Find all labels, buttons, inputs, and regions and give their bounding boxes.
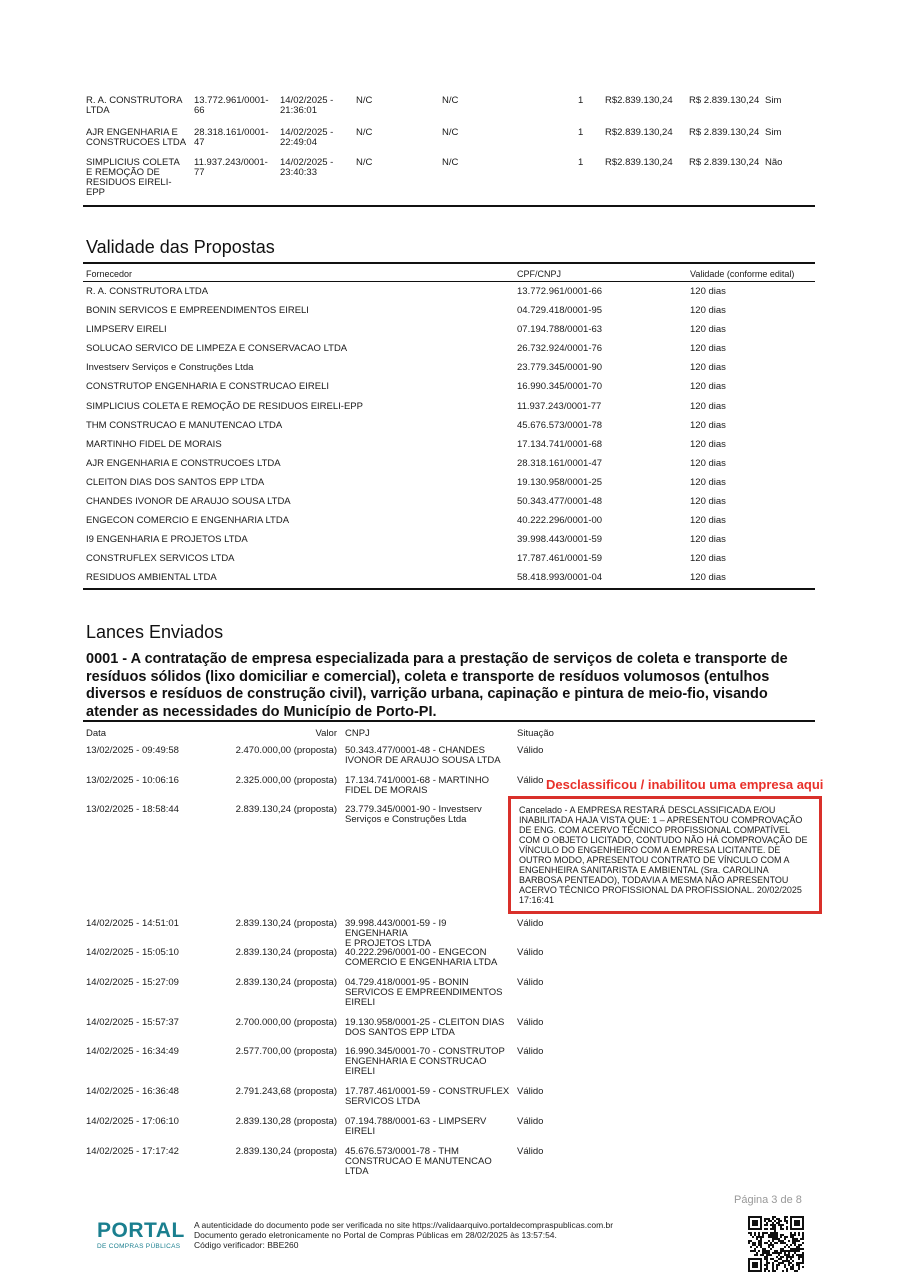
cell-flag: Sim: [765, 127, 782, 138]
bid-supplier: 17.134.741/0001-68 - MARTINHO FIDEL DE MORAIS: [345, 775, 489, 796]
cell-qty: 1: [578, 157, 584, 168]
validity-table: [83, 262, 815, 590]
supplier-cnpj: 40.222.296/0001-00: [517, 515, 603, 527]
bid-value: 2.700.000,00 (proposta): [235, 1017, 337, 1028]
cell-flag: Não: [765, 157, 783, 168]
bid-supplier: 19.130.958/0001-25 - CLEITON DIAS DOS SANTOS EPP LTDA: [345, 1017, 505, 1038]
lot-description: 0001 - A contratação de empresa especializada para a prestação de serviços de coleta e transporte de resíduos sólidos (lixo domiciliar e comercial), coleta e transporte de resíduos volumosos (entulhos diversos e resíduos de construção civil), varrição urbana, capinação e pintura de meio-fio, visando atender as necessidades do Município de Porto-PI.: [86, 651, 788, 720]
table-row: [83, 530, 815, 549]
supplier-name: CHANDES IVONOR DE ARAUJO SOUSA LTDA: [86, 496, 291, 508]
bid-date: 14/02/2025 - 15:57:37: [86, 1017, 179, 1028]
supplier-cnpj: 26.732.924/0001-76: [517, 343, 603, 355]
cell-total: R$ 2.839.130,24: [689, 95, 760, 106]
footer-line-2: Documento gerado eletronicamente no Portal de Compras Públicas em 28/02/2025 às 13:57:54.: [194, 1230, 557, 1240]
proposal-validity: 120 dias: [690, 515, 726, 527]
portal-logo: [97, 1220, 185, 1250]
supplier-cnpj: 58.418.993/0001-04: [517, 572, 603, 584]
bid-value: 2.791.243,68 (proposta): [235, 1086, 337, 1097]
cell-total: R$ 2.839.130,24: [689, 157, 760, 168]
bid-date: 14/02/2025 - 15:05:10: [86, 947, 179, 958]
supplier-cnpj: 11.937.243/0001- 77: [194, 157, 268, 178]
supplier-name: AJR ENGENHARIA E CONSTRUCOES LTDA: [86, 127, 187, 148]
cell-c5: N/C: [442, 157, 459, 168]
logo-subtitle: DE COMPRAS PÚBLICAS: [97, 1243, 181, 1250]
header-cnpj: CNPJ: [345, 728, 370, 739]
header-status: Situação: [517, 728, 554, 739]
table-row: [83, 358, 815, 377]
table-row: [83, 568, 815, 587]
bids-header-row: [83, 720, 815, 740]
cell-flag: Sim: [765, 95, 782, 106]
bid-status: Válido: [517, 1116, 544, 1127]
header-value: Valor: [315, 728, 337, 739]
proposal-validity: 120 dias: [690, 324, 726, 336]
supplier-name: RESIDUOS AMBIENTAL LTDA: [86, 572, 217, 584]
supplier-cnpj: 50.343.477/0001-48: [517, 496, 603, 508]
bid-date: 14/02/2025 - 16:36:48: [86, 1086, 179, 1097]
supplier-cnpj: 13.772.961/0001- 66: [194, 95, 269, 116]
proposal-validity: 120 dias: [690, 343, 726, 355]
bid-date: 13/02/2025 - 18:58:44: [86, 804, 179, 815]
footer-text: [194, 1220, 613, 1250]
bid-date: 14/02/2025 - 14:51:01: [86, 918, 179, 929]
cell-c4: N/C: [356, 157, 373, 168]
table-bottom-rule: [83, 205, 815, 207]
supplier-name: BONIN SERVICOS E EMPREENDIMENTOS EIRELI: [86, 305, 309, 317]
supplier-name: Investserv Serviços e Construções Ltda: [86, 362, 254, 374]
supplier-name: ENGECON COMERCIO E ENGENHARIA LTDA: [86, 515, 290, 527]
cell-c5: N/C: [442, 95, 459, 106]
bid-value: 2.577.700,00 (proposta): [235, 1046, 337, 1057]
bid-status: Válido: [517, 1146, 544, 1157]
cell-c4: N/C: [356, 95, 373, 106]
proposal-validity: 120 dias: [690, 419, 726, 431]
supplier-cnpj: 17.134.741/0001-68: [517, 438, 603, 450]
supplier-cnpj: 28.318.161/0001- 47: [194, 127, 269, 148]
proposal-validity: 120 dias: [690, 534, 726, 546]
proposal-validity: 120 dias: [690, 381, 726, 393]
bids-title: Lances Enviados: [86, 622, 224, 642]
supplier-cnpj: 13.772.961/0001-66: [517, 286, 603, 297]
supplier-cnpj: 23.779.345/0001-90: [517, 362, 603, 374]
annotation-label: Desclassificou / inabilitou uma empresa aqui: [546, 777, 824, 792]
bid-value: 2.839.130,28 (proposta): [235, 1116, 337, 1127]
validity-bottom-rule: [83, 588, 815, 590]
proposal-validity: 120 dias: [690, 572, 726, 584]
cell-unit: R$2.839.130,24: [605, 95, 673, 106]
page-number: Página 3 de 8: [734, 1194, 802, 1206]
supplier-name: AJR ENGENHARIA E CONSTRUCOES LTDA: [86, 457, 281, 469]
bid-supplier: 07.194.788/0001-63 - LIMPSERV EIRELI: [345, 1116, 487, 1137]
table-row: [83, 339, 815, 358]
supplier-cnpj: 19.130.958/0001-25: [517, 476, 603, 488]
proposal-validity: 120 dias: [690, 457, 726, 469]
cell-unit: R$2.839.130,24: [605, 157, 673, 168]
proposal-validity: 120 dias: [690, 362, 726, 374]
bid-supplier: 40.222.296/0001-00 - ENGECON COMERCIO E ENGENHARIA LTDA: [345, 947, 498, 968]
header-validity: Validade (conforme edital): [690, 269, 795, 279]
proposal-validity: 120 dias: [690, 400, 726, 412]
supplier-name: SOLUCAO SERVICO DE LIMPEZA E CONSERVACAO LTDA: [86, 343, 348, 355]
cell-total: R$ 2.839.130,24: [689, 127, 760, 138]
cell-c4: N/C: [356, 127, 373, 138]
supplier-cnpj: 11.937.243/0001-77: [517, 400, 602, 412]
bid-supplier: 23.779.345/0001-90 - Investserv Serviços e Construções Ltda: [345, 804, 482, 825]
cell-c5: N/C: [442, 127, 459, 138]
supplier-name: I9 ENGENHARIA E PROJETOS LTDA: [86, 534, 248, 546]
proposal-validity: 120 dias: [690, 553, 726, 565]
supplier-name: MARTINHO FIDEL DE MORAIS: [86, 438, 222, 450]
bid-status: Válido: [517, 1086, 544, 1097]
table-row: [83, 454, 815, 473]
footer-line-1: A autenticidade do documento pode ser verificada no site https://validaarquivo.portaldecompraspublicas.com.br: [194, 1220, 614, 1230]
bid-datetime: 14/02/2025 - 23:40:33: [280, 157, 334, 178]
bid-supplier: 39.998.443/0001-59 - I9 ENGENHARIA E PROJETOS LTDA: [345, 918, 447, 949]
table-row: [83, 511, 815, 530]
header-date: Data: [86, 728, 107, 739]
proposal-validity: 120 dias: [690, 496, 726, 508]
supplier-cnpj: 45.676.573/0001-78: [517, 419, 603, 431]
cell-qty: 1: [578, 95, 584, 106]
bid-value: 2.839.130,24 (proposta): [235, 977, 337, 988]
proposal-validity: 120 dias: [690, 305, 726, 317]
cancel-status-box: Cancelado - A EMPRESA RESTARÁ DESCLASSIFICADA E/OU INABILITADA HAJA VISTA QUE: 1 – APRESENTOU COMPROVAÇÃO DE ENG. COM ACERVO TÉCNICO PROFISSIONAL COMPATÍVEL COM O OBJETO LICITADO, CONTUDO NÃO HÁ COMPROVAÇÃO DE VÍNCULO DO ENGENHEIRO COM A EMPRESA LICITANTE. DE OUTRO MODO, APRESENTOU CONTRATO DE VÍNCULO COM A ENGENHEIRA SANITARISTA E AMBIENTAL (Sra. CAROLINA BARBOSA PENTEADO), TODAVIA A MESMA NÃO APRESENTOU ACERVO TÉCNICO PROFISSIONAL DA PROFISSIONAL. 20/02/2025 17:16:41: [508, 796, 822, 914]
table-row: [83, 492, 815, 511]
header-cnpj: CPF/CNPJ: [517, 269, 562, 279]
logo-word: PORTAL: [97, 1219, 185, 1242]
qr-code-icon[interactable]: [748, 1216, 804, 1272]
bid-date: 14/02/2025 - 16:34:49: [86, 1046, 179, 1057]
table-row: [83, 397, 815, 416]
bid-status: Válido: [517, 1017, 544, 1028]
supplier-name: THM CONSTRUCAO E MANUTENCAO LTDA: [86, 419, 283, 431]
supplier-name: CONSTRUTOP ENGENHARIA E CONSTRUCAO EIRELI: [86, 381, 329, 393]
supplier-name: CONSTRUFLEX SERVICOS LTDA: [86, 553, 235, 565]
bid-datetime: 14/02/2025 - 22:49:04: [280, 127, 334, 148]
bid-date: 14/02/2025 - 17:17:42: [86, 1146, 179, 1157]
bid-status: Válido: [517, 1046, 544, 1057]
proposal-validity: 120 dias: [690, 286, 726, 297]
bid-value: 2.839.130,24 (proposta): [235, 1146, 337, 1157]
bid-value: 2.839.130,24 (proposta): [235, 918, 337, 929]
bid-supplier: 50.343.477/0001-48 - CHANDES IVONOR DE ARAUJO SOUSA LTDA: [345, 745, 501, 766]
bid-supplier: 16.990.345/0001-70 - CONSTRUTOP ENGENHARIA E CONSTRUCAO EIRELI: [345, 1046, 505, 1077]
header-supplier: Fornecedor: [86, 269, 133, 279]
supplier-cnpj: 28.318.161/0001-47: [517, 457, 603, 469]
supplier-name: R. A. CONSTRUTORA LTDA: [86, 95, 183, 116]
table-row: [83, 473, 815, 492]
cell-unit: R$2.839.130,24: [605, 127, 673, 138]
supplier-name: CLEITON DIAS DOS SANTOS EPP LTDA: [86, 476, 265, 488]
table-row: [83, 282, 815, 301]
supplier-cnpj: 07.194.788/0001-63: [517, 324, 603, 336]
bid-status: Válido: [517, 918, 544, 929]
bid-supplier: 17.787.461/0001-59 - CONSTRUFLEX SERVICOS LTDA: [345, 1086, 510, 1107]
supplier-name: SIMPLICIUS COLETA E REMOÇÃO DE RESIDUOS EIRELI- EPP: [86, 157, 180, 198]
supplier-cnpj: 39.998.443/0001-59: [517, 534, 603, 546]
supplier-cnpj: 17.787.461/0001-59: [517, 553, 603, 565]
bid-status: Válido: [517, 775, 544, 786]
footer-line-3: Código verificador: BBE260: [194, 1240, 299, 1250]
proposal-validity: 120 dias: [690, 476, 726, 488]
bid-supplier: 45.676.573/0001-78 - THM CONSTRUCAO E MANUTENCAO LTDA: [345, 1146, 492, 1177]
validity-header-row: [83, 262, 815, 282]
supplier-cnpj: 16.990.345/0001-70: [517, 381, 603, 393]
bid-value: 2.839.130,24 (proposta): [235, 947, 337, 958]
table-row: [83, 416, 815, 435]
supplier-cnpj: 04.729.418/0001-95: [517, 305, 603, 317]
proposal-validity: 120 dias: [690, 438, 726, 450]
bid-date: 13/02/2025 - 10:06:16: [86, 775, 179, 786]
cell-qty: 1: [578, 127, 584, 138]
bid-supplier: 04.729.418/0001-95 - BONIN SERVICOS E EMPREENDIMENTOS EIRELI: [345, 977, 503, 1008]
bid-status: Válido: [517, 745, 544, 756]
table-row: [83, 549, 815, 568]
bid-status: Válido: [517, 947, 544, 958]
bid-date: 14/02/2025 - 15:27:09: [86, 977, 179, 988]
table-row: [83, 320, 815, 339]
table-row: [83, 435, 815, 454]
supplier-name: SIMPLICIUS COLETA E REMOÇÃO DE RESIDUOS EIRELI-EPP: [86, 400, 363, 412]
bid-status: Válido: [517, 977, 544, 988]
supplier-name: R. A. CONSTRUTORA LTDA: [86, 286, 209, 297]
bid-value: 2.839.130,24 (proposta): [235, 804, 337, 815]
bid-datetime: 14/02/2025 - 21:36:01: [280, 95, 334, 116]
bid-value: 2.325.000,00 (proposta): [235, 775, 337, 786]
table-row: [83, 377, 815, 396]
supplier-name: LIMPSERV EIRELI: [86, 324, 167, 336]
bid-date: 14/02/2025 - 17:06:10: [86, 1116, 179, 1127]
bid-date: 13/02/2025 - 09:49:58: [86, 745, 179, 756]
bid-value: 2.470.000,00 (proposta): [235, 745, 337, 756]
validity-title: Validade das Propostas: [86, 237, 275, 257]
table-row: [83, 301, 815, 320]
